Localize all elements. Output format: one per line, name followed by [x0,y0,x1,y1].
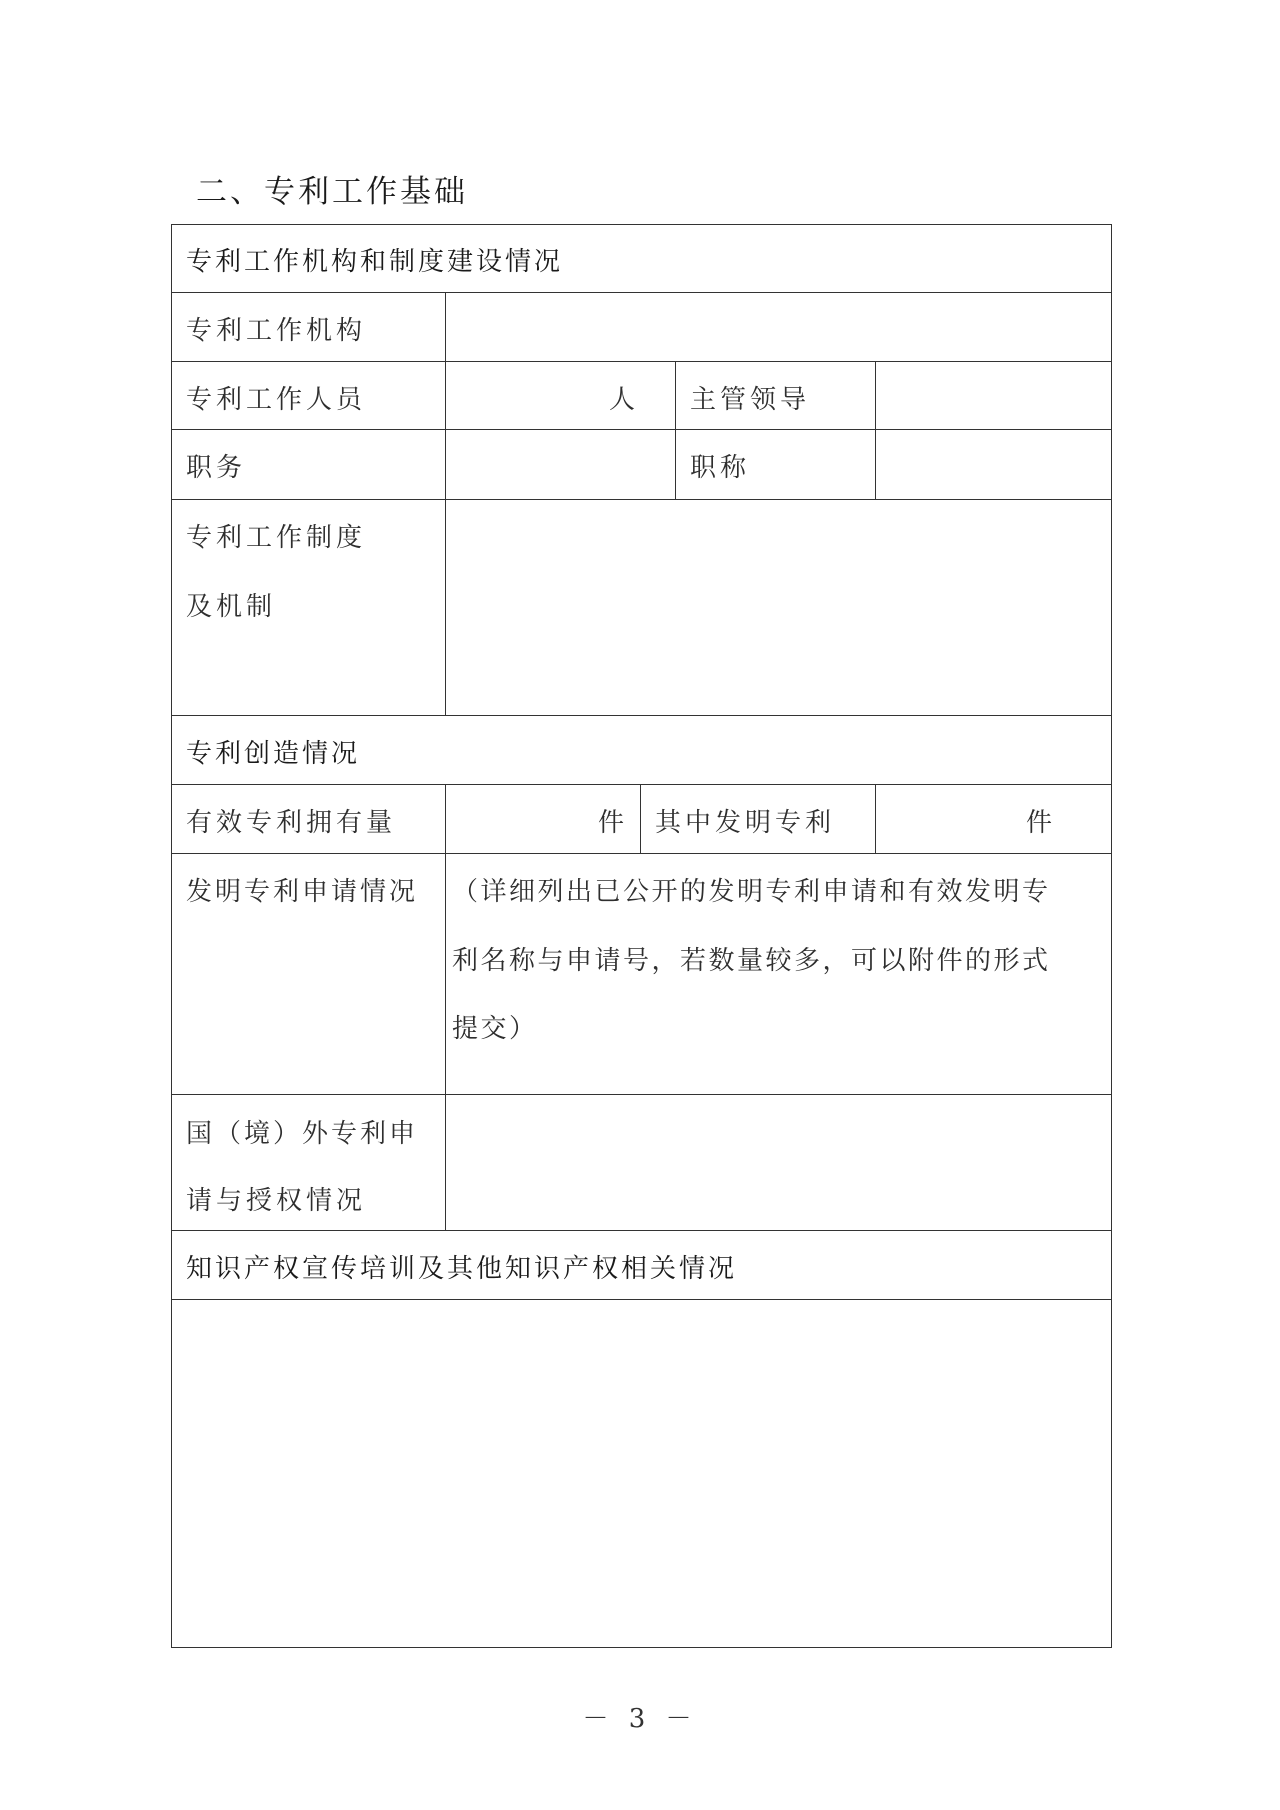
invention-patents-field[interactable] [877,786,1027,852]
col-divider [640,784,641,853]
system-label-line1: 专利工作制度 [186,523,367,553]
creation-section-header: 专利创造情况 [186,739,361,769]
invention-patents-unit: 件 [1026,808,1057,838]
page-number: － 3 － [582,1704,698,1734]
foreign-field[interactable] [447,1096,1109,1229]
position-field[interactable] [447,431,674,498]
staff-unit: 人 [609,385,640,415]
org-field[interactable] [447,294,1109,360]
ip-section-header: 知识产权宣传培训及其他知识产权相关情况 [186,1254,738,1284]
system-label-line2: 及机制 [186,592,277,622]
title-field[interactable] [877,431,1109,498]
row-divider [172,1230,1111,1231]
col-divider [675,361,676,499]
valid-patents-label: 有效专利拥有量 [186,808,397,838]
system-field[interactable] [447,501,1109,714]
leader-field[interactable] [877,363,1109,428]
invention-patents-label: 其中发明专利 [655,808,836,838]
staff-label: 专利工作人员 [186,385,367,415]
foreign-label-line2: 请与授权情况 [186,1186,367,1216]
leader-label: 主管领导 [690,385,811,415]
patent-work-form [171,224,1112,1648]
application-label: 发明专利申请情况 [186,877,419,907]
position-label: 职务 [186,453,247,483]
org-section-header: 专利工作机构和制度建设情况 [186,247,564,277]
application-hint-line3: 提交） [452,1014,538,1044]
org-label: 专利工作机构 [186,316,367,346]
row-divider [172,715,1111,716]
title-label: 职称 [690,453,751,483]
ip-field[interactable] [174,1301,1109,1645]
application-hint-line1: （详细列出已公开的发明专利申请和有效发明专 [452,877,1051,907]
valid-patents-unit: 件 [598,808,629,838]
application-hint-line2: 利名称与申请号，若数量较多，可以附件的形式 [452,946,1051,976]
foreign-label-line1: 国（境）外专利申 [186,1119,419,1149]
valid-patents-field[interactable] [447,786,607,852]
section-title: 二、专利工作基础 [196,174,468,210]
